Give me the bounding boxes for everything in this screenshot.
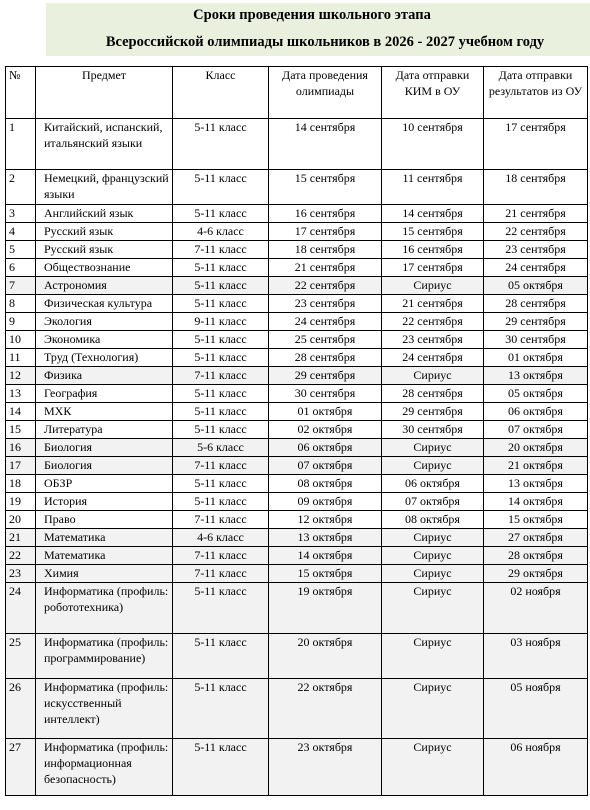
row-number: 12 xyxy=(6,367,36,385)
row-subject: Русский язык xyxy=(36,241,173,259)
row-subject: Информатика (профиль: программирование) xyxy=(36,634,173,679)
table-row xyxy=(6,421,588,439)
row-kim-date: 23 сентября xyxy=(382,331,484,349)
row-grade: 5-11 класс xyxy=(173,331,269,349)
row-number: 25 xyxy=(6,634,36,679)
table-row xyxy=(6,565,588,583)
row-number: 7 xyxy=(6,277,36,295)
row-date: 23 октября xyxy=(269,739,382,796)
row-grade: 9-11 класс xyxy=(173,313,269,331)
row-grade: 5-11 класс xyxy=(173,403,269,421)
row-number: 20 xyxy=(6,511,36,529)
row-date: 21 сентября xyxy=(269,259,382,277)
row-results-date: 28 сентября xyxy=(484,295,588,313)
row-kim-date: 10 сентября xyxy=(382,119,484,170)
header-results: Дата отправки результатов из ОУ xyxy=(484,67,588,119)
row-subject: Литература xyxy=(36,421,173,439)
row-grade: 5-6 класс xyxy=(173,439,269,457)
header-grade: Класс xyxy=(173,67,269,119)
row-subject: Обществознание xyxy=(36,259,173,277)
row-date: 01 октября xyxy=(269,403,382,421)
row-grade: 5-11 класс xyxy=(173,205,269,223)
table-row xyxy=(6,739,588,796)
table-row xyxy=(6,205,588,223)
row-number: 1 xyxy=(6,119,36,170)
row-results-date: 02 ноября xyxy=(484,583,588,634)
row-results-date: 27 октября xyxy=(484,529,588,547)
table-row xyxy=(6,439,588,457)
row-grade: 5-11 класс xyxy=(173,119,269,170)
header-subject: Предмет xyxy=(36,67,173,119)
row-subject: МХК xyxy=(36,403,173,421)
row-grade: 5-11 класс xyxy=(173,170,269,205)
row-results-date: 21 октября xyxy=(484,457,588,475)
row-kim-date: 21 сентября xyxy=(382,295,484,313)
row-results-date: 29 сентября xyxy=(484,313,588,331)
row-grade: 4-6 класс xyxy=(173,223,269,241)
row-grade: 7-11 класс xyxy=(173,547,269,565)
row-kim-date: Сириус xyxy=(382,739,484,796)
table-row xyxy=(6,385,588,403)
row-date: 22 октября xyxy=(269,679,382,739)
row-number: 18 xyxy=(6,475,36,493)
row-date: 08 октября xyxy=(269,475,382,493)
row-kim-date: Сириус xyxy=(382,367,484,385)
row-results-date: 15 октября xyxy=(484,511,588,529)
row-results-date: 29 октября xyxy=(484,565,588,583)
row-date: 15 октября xyxy=(269,565,382,583)
table-row xyxy=(6,119,588,170)
row-subject: Химия xyxy=(36,565,173,583)
row-subject: Русский язык xyxy=(36,223,173,241)
title-line-2: Всероссийской олимпиады школьников в 2026 - 2027 учебном году xyxy=(105,34,545,50)
row-kim-date: Сириус xyxy=(382,634,484,679)
row-subject: Китайский, испанский, итальянский языки xyxy=(36,119,173,170)
row-kim-date: 30 сентября xyxy=(382,421,484,439)
table-row xyxy=(6,313,588,331)
row-number: 14 xyxy=(6,403,36,421)
row-subject: Немецкий, французский языки xyxy=(36,170,173,205)
row-results-date: 23 сентября xyxy=(484,241,588,259)
row-grade: 7-11 класс xyxy=(173,457,269,475)
row-kim-date: Сириус xyxy=(382,277,484,295)
row-date: 14 сентября xyxy=(269,119,382,170)
table-row xyxy=(6,403,588,421)
title-line-1: Сроки проведения школьного этапа xyxy=(193,7,431,23)
row-subject: Информатика (профиль: робототехника) xyxy=(36,583,173,634)
row-kim-date: Сириус xyxy=(382,565,484,583)
row-results-date: 01 октября xyxy=(484,349,588,367)
header-kim: Дата отправки КИМ в ОУ xyxy=(382,67,484,119)
row-date: 17 сентября xyxy=(269,223,382,241)
row-grade: 5-11 класс xyxy=(173,739,269,796)
row-grade: 5-11 класс xyxy=(173,679,269,739)
row-number: 3 xyxy=(6,205,36,223)
header-date: Дата проведения олимпиады xyxy=(269,67,382,119)
table-row xyxy=(6,241,588,259)
row-number: 19 xyxy=(6,493,36,511)
row-date: 07 октября xyxy=(269,457,382,475)
row-grade: 5-11 класс xyxy=(173,421,269,439)
row-results-date: 06 ноября xyxy=(484,739,588,796)
table-row xyxy=(6,634,588,679)
row-date: 06 октября xyxy=(269,439,382,457)
row-results-date: 05 октября xyxy=(484,385,588,403)
row-kim-date: 17 сентября xyxy=(382,259,484,277)
row-subject: Информатика (профиль: информационная безопасность) xyxy=(36,739,173,796)
row-kim-date: 24 сентября xyxy=(382,349,484,367)
row-results-date: 21 сентября xyxy=(484,205,588,223)
row-subject: Астрономия xyxy=(36,277,173,295)
row-date: 02 октября xyxy=(269,421,382,439)
row-grade: 7-11 класс xyxy=(173,511,269,529)
row-subject: Право xyxy=(36,511,173,529)
row-grade: 5-11 класс xyxy=(173,583,269,634)
row-grade: 7-11 класс xyxy=(173,367,269,385)
row-date: 16 сентября xyxy=(269,205,382,223)
row-date: 29 сентября xyxy=(269,367,382,385)
row-number: 9 xyxy=(6,313,36,331)
row-date: 13 октября xyxy=(269,529,382,547)
table-row xyxy=(6,331,588,349)
row-grade: 7-11 класс xyxy=(173,241,269,259)
row-number: 23 xyxy=(6,565,36,583)
row-results-date: 17 сентября xyxy=(484,119,588,170)
row-kim-date: Сириус xyxy=(382,439,484,457)
row-kim-date: 15 сентября xyxy=(382,223,484,241)
row-kim-date: 06 октября xyxy=(382,475,484,493)
row-results-date: 20 октября xyxy=(484,439,588,457)
row-grade: 5-11 класс xyxy=(173,493,269,511)
row-results-date: 13 октября xyxy=(484,475,588,493)
row-number: 6 xyxy=(6,259,36,277)
row-subject: Экология xyxy=(36,313,173,331)
table-row xyxy=(6,367,588,385)
row-subject: Физика xyxy=(36,367,173,385)
table-row xyxy=(6,457,588,475)
table-row xyxy=(6,259,588,277)
schedule-table xyxy=(5,66,588,796)
row-results-date: 24 сентября xyxy=(484,259,588,277)
row-results-date: 05 ноября xyxy=(484,679,588,739)
row-results-date: 22 сентября xyxy=(484,223,588,241)
row-number: 27 xyxy=(6,739,36,796)
row-subject: Биология xyxy=(36,439,173,457)
row-kim-date: Сириус xyxy=(382,457,484,475)
row-results-date: 30 сентября xyxy=(484,331,588,349)
row-subject: Труд (Технология) xyxy=(36,349,173,367)
row-grade: 5-11 класс xyxy=(173,277,269,295)
table-row xyxy=(6,170,588,205)
row-subject: Математика xyxy=(36,547,173,565)
row-subject: ОБЗР xyxy=(36,475,173,493)
table-row xyxy=(6,679,588,739)
row-date: 09 октября xyxy=(269,493,382,511)
row-kim-date: 22 сентября xyxy=(382,313,484,331)
table-row xyxy=(6,349,588,367)
row-subject: Математика xyxy=(36,529,173,547)
row-results-date: 18 сентября xyxy=(484,170,588,205)
row-date: 18 сентября xyxy=(269,241,382,259)
row-grade: 5-11 класс xyxy=(173,475,269,493)
row-results-date: 03 ноября xyxy=(484,634,588,679)
row-results-date: 14 октября xyxy=(484,493,588,511)
table-row xyxy=(6,547,588,565)
row-grade: 5-11 класс xyxy=(173,385,269,403)
row-number: 2 xyxy=(6,170,36,205)
row-number: 4 xyxy=(6,223,36,241)
row-date: 28 сентября xyxy=(269,349,382,367)
row-number: 5 xyxy=(6,241,36,259)
row-kim-date: Сириус xyxy=(382,547,484,565)
row-subject: Информатика (профиль: искусственный интеллект) xyxy=(36,679,173,739)
row-kim-date: 28 сентября xyxy=(382,385,484,403)
row-number: 11 xyxy=(6,349,36,367)
row-number: 13 xyxy=(6,385,36,403)
table-row xyxy=(6,493,588,511)
row-number: 22 xyxy=(6,547,36,565)
row-date: 15 сентября xyxy=(269,170,382,205)
row-grade: 7-11 класс xyxy=(173,565,269,583)
row-number: 26 xyxy=(6,679,36,739)
row-grade: 5-11 класс xyxy=(173,259,269,277)
row-subject: Биология xyxy=(36,457,173,475)
row-date: 14 октября xyxy=(269,547,382,565)
row-date: 22 сентября xyxy=(269,277,382,295)
row-subject: История xyxy=(36,493,173,511)
row-results-date: 13 октября xyxy=(484,367,588,385)
table-row xyxy=(6,223,588,241)
row-kim-date: Сириус xyxy=(382,679,484,739)
table-row xyxy=(6,475,588,493)
row-kim-date: Сириус xyxy=(382,529,484,547)
row-date: 12 октября xyxy=(269,511,382,529)
row-results-date: 05 октября xyxy=(484,277,588,295)
table-row xyxy=(6,295,588,313)
table-row xyxy=(6,583,588,634)
row-grade: 4-6 класс xyxy=(173,529,269,547)
row-date: 25 сентября xyxy=(269,331,382,349)
row-results-date: 07 октября xyxy=(484,421,588,439)
row-subject: География xyxy=(36,385,173,403)
row-number: 10 xyxy=(6,331,36,349)
title-banner xyxy=(46,3,590,56)
row-number: 17 xyxy=(6,457,36,475)
row-kim-date: 29 сентября xyxy=(382,403,484,421)
row-grade: 5-11 класс xyxy=(173,295,269,313)
table-row xyxy=(6,511,588,529)
row-kim-date: 14 сентября xyxy=(382,205,484,223)
row-date: 20 октября xyxy=(269,634,382,679)
table-row xyxy=(6,277,588,295)
table-row xyxy=(6,529,588,547)
table-header-row xyxy=(6,67,588,119)
row-date: 30 сентября xyxy=(269,385,382,403)
row-date: 19 октября xyxy=(269,583,382,634)
row-number: 15 xyxy=(6,421,36,439)
row-number: 21 xyxy=(6,529,36,547)
row-subject: Экономика xyxy=(36,331,173,349)
row-grade: 5-11 класс xyxy=(173,634,269,679)
row-grade: 5-11 класс xyxy=(173,349,269,367)
row-date: 24 сентября xyxy=(269,313,382,331)
row-kim-date: Сириус xyxy=(382,583,484,634)
row-number: 16 xyxy=(6,439,36,457)
row-results-date: 28 октября xyxy=(484,547,588,565)
row-number: 8 xyxy=(6,295,36,313)
row-kim-date: 11 сентября xyxy=(382,170,484,205)
row-results-date: 06 октября xyxy=(484,403,588,421)
row-subject: Английский язык xyxy=(36,205,173,223)
row-kim-date: 16 сентября xyxy=(382,241,484,259)
row-date: 23 сентября xyxy=(269,295,382,313)
row-kim-date: 07 октября xyxy=(382,493,484,511)
row-number: 24 xyxy=(6,583,36,634)
header-num: № xyxy=(6,67,36,119)
row-kim-date: 08 октября xyxy=(382,511,484,529)
row-subject: Физическая культура xyxy=(36,295,173,313)
